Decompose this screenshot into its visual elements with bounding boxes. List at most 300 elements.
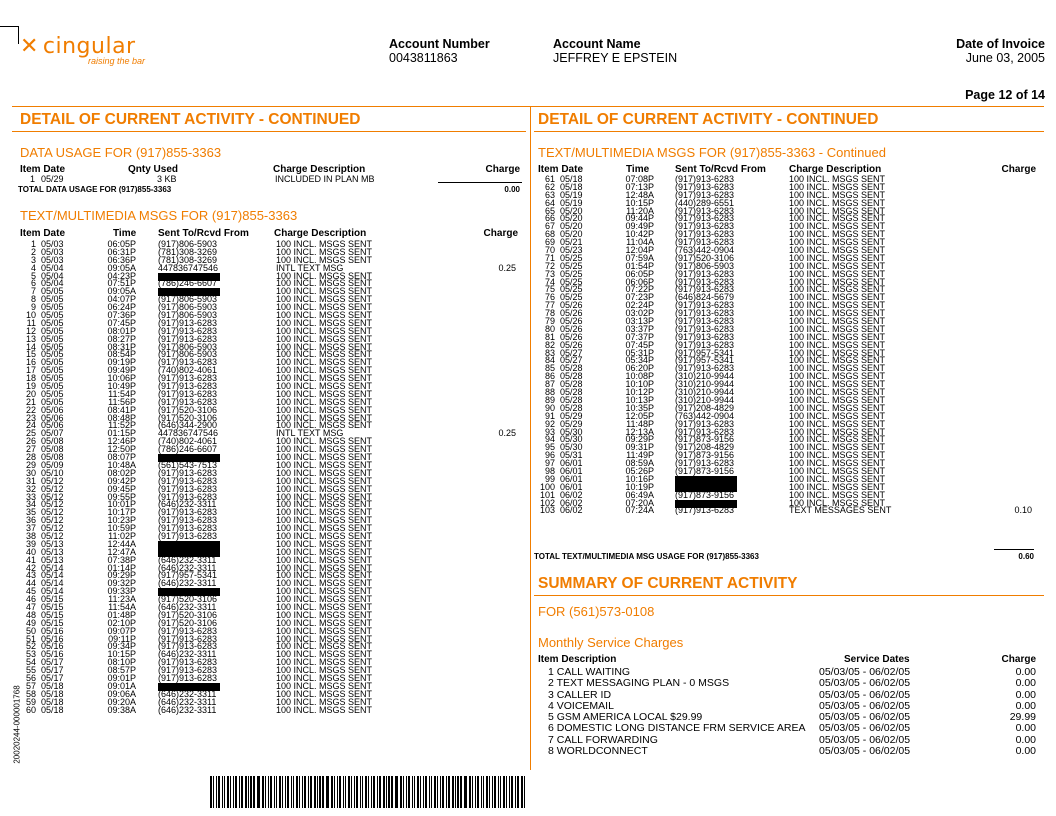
service-dates: 05/03/05 - 06/02/05 <box>819 666 911 678</box>
table-row <box>20 483 518 494</box>
cell-description: 100 INCL. MSGS SENT <box>789 316 886 327</box>
account-number-label: Account Number <box>389 37 490 51</box>
cell-date: 05/19 <box>560 189 583 200</box>
cell-description: 100 INCL. MSGS SENT <box>276 341 373 352</box>
service-charge: 0.00 <box>1015 722 1036 735</box>
cell-sent-to: (917)873-9156 <box>675 450 735 461</box>
cell-item: 13 <box>25 333 36 344</box>
cell-sent-to: (917)913-6283 <box>675 205 735 216</box>
col-charge: Charge <box>485 164 520 175</box>
barcode-bar <box>265 776 266 808</box>
cell-date: 05/05 <box>41 357 64 368</box>
barcode-bar <box>276 776 277 808</box>
cell-date: 05/20 <box>560 221 583 232</box>
cell-time: 10:08P <box>625 371 654 382</box>
cell-time: 10:06P <box>107 373 136 384</box>
cell-time: 07:45P <box>625 339 654 350</box>
cell-item: 70 <box>544 245 555 256</box>
barcode-bar <box>227 776 229 808</box>
barcode-bar <box>304 776 306 808</box>
barcode-bar <box>437 776 438 808</box>
cell-item: 53 <box>25 649 36 660</box>
barcode-bar <box>210 776 212 808</box>
service-charge: 0.00 <box>1015 677 1036 690</box>
cell-item: 23 <box>25 412 36 423</box>
cell-description: 100 INCL. MSGS SENT <box>789 252 886 263</box>
table-row <box>538 381 1034 389</box>
barcode-bar <box>414 776 415 808</box>
barcode-bar <box>521 776 523 808</box>
cell-time: 05:26P <box>625 465 654 476</box>
cell-description: 100 INCL. MSGS SENT <box>276 452 373 463</box>
service-dates: 05/03/05 - 06/02/05 <box>819 722 911 735</box>
cell-time: 07:38P <box>107 554 136 565</box>
cell-item: 2 <box>30 246 36 257</box>
table-row <box>20 588 518 596</box>
table-row <box>20 554 518 565</box>
col-desc: Charge Description <box>274 228 367 239</box>
barcode-bar <box>489 776 490 808</box>
cell-item: 11 <box>26 317 36 328</box>
cell-item: 20 <box>25 388 36 399</box>
col-charge: Charge <box>1001 164 1036 175</box>
cell-item: 14 <box>25 341 36 352</box>
service-dates: 05/03/05 - 06/02/05 <box>819 733 911 746</box>
cell-description: 100 INCL. MSGS SENT <box>276 436 373 447</box>
table-row <box>538 357 1034 365</box>
table-row <box>20 270 518 281</box>
barcode-bar <box>345 776 346 808</box>
cell-sent-to: (917)913-6283 <box>675 284 735 295</box>
barcode-bar <box>511 776 513 808</box>
cell-date: 05/28 <box>560 371 583 382</box>
cell-description: 100 INCL. MSGS SENT <box>276 381 373 392</box>
cell-time: 07:23P <box>625 292 654 303</box>
cell-date: 05/12 <box>41 507 64 518</box>
cell-date: 05/16 <box>41 633 64 644</box>
cell-sent-to: (917)520-3106 <box>158 412 218 423</box>
cell-sent-to: (917)913-6283 <box>158 672 218 683</box>
cell-time: 06:06P <box>625 276 654 287</box>
cell-description: 100 INCL. MSGS SENT <box>276 246 373 257</box>
cell-time: 10:59P <box>107 523 136 534</box>
cell-time: 11:04A <box>626 237 654 248</box>
cell-time: 10:42P <box>625 229 654 240</box>
cell-date: 05/28 <box>560 379 583 390</box>
barcode-bar <box>408 776 410 808</box>
cell-item: 65 <box>544 205 555 216</box>
cell-sent-to: (917)913-6283 <box>158 657 218 668</box>
table-row <box>20 625 518 636</box>
cell-description: 100 INCL. MSGS SENT <box>276 530 373 541</box>
cell-description: 100 INCL. MSGS SENT <box>276 609 373 620</box>
cell-time: 03:37P <box>625 323 654 334</box>
cell-sent-to: (646)232-3311 <box>158 601 217 612</box>
cell-date: 05/26 <box>560 316 583 327</box>
cell-description: 100 INCL. MSGS SENT <box>276 704 373 715</box>
cell-time: 01:15P <box>107 428 136 439</box>
cell-time: 07:51P <box>107 278 136 289</box>
cell-item: 97 <box>544 458 555 469</box>
barcode-bar <box>388 776 389 808</box>
service-dates: 05/03/05 - 06/02/05 <box>819 745 911 758</box>
cell-time: 11:54A <box>108 601 136 612</box>
cell-date: 05/18 <box>41 680 64 691</box>
cell-item: 39 <box>25 538 36 549</box>
cell-time: 10:12P <box>625 387 654 398</box>
barcode-bar <box>339 776 341 808</box>
cell-sent-to: (917)913-6283 <box>158 333 218 344</box>
cell-sent-to: (310)210-9944 <box>675 394 735 405</box>
table-row <box>20 296 518 304</box>
cell-description: 100 INCL. MSGS SENT <box>789 402 886 413</box>
cell-description: 100 INCL. MSGS SENT <box>789 426 886 437</box>
cell-time: 12:04P <box>625 245 654 256</box>
cell-description: 100 INCL. MSGS SENT <box>789 481 886 492</box>
cell-date: 05/25 <box>560 276 583 287</box>
cell-time: 09:33P <box>107 586 136 597</box>
table-row <box>20 572 518 580</box>
cell-time: 11:54P <box>108 388 136 399</box>
cell-description: 100 INCL. MSGS SENT <box>276 499 373 510</box>
summary-title: SUMMARY OF CURRENT ACTIVITY <box>538 575 798 592</box>
cell-date: 05/05 <box>41 333 64 344</box>
cell-description: 100 INCL. MSGS SENT <box>276 365 373 376</box>
cell-sent-to: (917)913-6283 <box>675 331 735 342</box>
cell-sent-to: (917)913-6283 <box>158 475 218 486</box>
data-usage-header <box>20 164 520 176</box>
cell-date: 05/05 <box>41 325 64 336</box>
cell-sent-to: (917)957-5341 <box>675 355 735 366</box>
cell-description: 100 INCL. MSGS SENT <box>789 379 886 390</box>
cell-item: 60 <box>25 704 36 715</box>
cell-time: 06:24P <box>107 302 136 313</box>
cell-item: 19 <box>25 381 36 392</box>
cell-time: 02:24P <box>625 300 654 311</box>
cell-date: 06/02 <box>560 489 583 500</box>
cell-description: 100 INCL. MSGS SENT <box>276 310 373 321</box>
table-row <box>20 288 518 296</box>
cell-item: 63 <box>544 189 555 200</box>
cell-date: 05/03 <box>41 254 64 265</box>
cell-date: 06/01 <box>560 481 583 492</box>
cell-sent-to: (740)802-4061 <box>158 436 218 447</box>
cell-time: 08:31P <box>107 341 136 352</box>
barcode-bar <box>250 776 251 808</box>
text-msgs-cont-header <box>538 164 1036 176</box>
cell-sent-to: (917)913-6283 <box>675 458 735 469</box>
cell-date: 05/25 <box>560 260 583 271</box>
table-row <box>20 609 518 620</box>
cell-description: 100 INCL. MSGS SENT <box>276 349 373 360</box>
service-charge: 0.00 <box>1015 745 1036 758</box>
table-row <box>538 497 1034 508</box>
cell-description: 100 INCL. MSGS SENT <box>276 507 373 518</box>
cell-time: 10:16P <box>625 473 654 484</box>
cell-item: 16 <box>25 357 36 368</box>
barcode-bar <box>469 776 471 808</box>
cell-time: 03:02P <box>625 308 654 319</box>
cell-date: 05/28 <box>560 387 583 398</box>
barcode-bar <box>354 776 355 808</box>
cell-description: 100 INCL. MSGS SENT <box>789 300 886 311</box>
cell-item: 1 <box>30 239 36 249</box>
cell-date: 05/12 <box>41 499 64 510</box>
table-row <box>20 262 518 273</box>
table-row <box>20 404 518 415</box>
col-item-date: Item Date <box>538 164 584 175</box>
cell-description: 100 INCL. MSGS SENT <box>276 286 373 297</box>
barcode-bar <box>373 776 375 808</box>
col-item-date: Item Date <box>20 228 66 239</box>
text-msgs-title: TEXT/MULTIMEDIA MSGS FOR (917)855-3363 <box>20 208 298 223</box>
cell-description: 100 INCL. MSGS SENT <box>789 292 886 303</box>
cell-time: 05:31P <box>625 347 654 358</box>
barcode-bar <box>465 776 466 808</box>
cell-description: 100 INCL. MSGS SENT <box>276 515 373 526</box>
service-charge: 0.00 <box>1015 666 1036 678</box>
cell-sent-to: (646)232-3311 <box>158 696 217 707</box>
cell-sent-to: (646)344-2900 <box>158 420 218 431</box>
table-row <box>538 444 1034 452</box>
table-row <box>538 239 1034 247</box>
table-row <box>20 680 518 691</box>
cell-sent-to: (917)873-9156 <box>675 489 735 500</box>
barcode-bar <box>362 776 363 808</box>
cell-item: 92 <box>544 418 555 429</box>
barcode-bar <box>285 776 286 808</box>
cell-description: INTL TEXT MSG <box>276 262 344 273</box>
invoice-date-value: June 03, 2005 <box>965 51 1045 65</box>
cell-item: 8 <box>30 294 36 305</box>
barcode-bar <box>452 776 454 808</box>
cell-sent-to: (917)913-6283 <box>675 316 735 327</box>
cell-time: 11:20A <box>626 205 654 216</box>
barcode-bar <box>368 776 369 808</box>
barcode-bar <box>299 776 300 808</box>
cell-description: 100 INCL. MSGS SENT <box>276 625 373 636</box>
cell-sent-to: (917)806-5903 <box>158 349 218 360</box>
cell-item: 103 <box>539 505 555 516</box>
cell-sent-to: 447836747546 <box>158 262 219 273</box>
barcode-bar <box>348 776 350 808</box>
cell-description: 100 INCL. MSGS SENT <box>276 475 373 486</box>
barcode-bar <box>327 776 328 808</box>
cell-item: 99 <box>544 473 555 484</box>
cell-description: 100 INCL. MSGS SENT <box>789 245 886 256</box>
cell-sent-to: (310)210-9944 <box>675 387 735 398</box>
cell-time: 07:13P <box>625 181 654 192</box>
cell-description: 100 INCL. MSGS SENT <box>276 570 373 581</box>
cell-description: 100 INCL. MSGS SENT <box>276 672 373 683</box>
table-row <box>20 333 518 344</box>
table-row <box>20 438 518 446</box>
cell-item: 100 <box>539 481 555 492</box>
cell-item: 30 <box>25 467 36 478</box>
table-row <box>20 304 518 312</box>
cell-date: 05/16 <box>41 625 64 636</box>
cell-date: 05/14 <box>41 578 64 589</box>
cell-description: 100 INCL. MSGS SENT <box>276 696 373 707</box>
cell-sent-to: (917)913-6283 <box>675 237 735 248</box>
cell-time: 09:38A <box>107 704 136 715</box>
cell-time: 09:32P <box>107 578 136 589</box>
table-row <box>538 460 1034 468</box>
barcode-bar <box>391 776 393 808</box>
cell-time: 02:10P <box>107 617 136 628</box>
table-row <box>538 286 1034 294</box>
barcode-bar <box>274 776 275 808</box>
table-row <box>538 389 1034 397</box>
barcode-bar <box>314 776 316 808</box>
cell-item: 50 <box>25 625 36 636</box>
service-charge: 0.00 <box>1015 733 1036 746</box>
table-row <box>20 254 518 265</box>
barcode-bar <box>448 776 449 808</box>
left-title-rule <box>12 131 526 132</box>
cell-description: 100 INCL. MSGS SENT <box>276 325 373 336</box>
cell-sent-to: (917)520-3106 <box>158 617 218 628</box>
cell-item: 44 <box>25 578 36 589</box>
cell-date: 06/02 <box>560 497 583 508</box>
col-item-desc: Item Description <box>538 654 617 665</box>
cell-date: 05/25 <box>560 292 583 303</box>
table-row <box>20 491 518 502</box>
barcode-bar <box>241 776 242 808</box>
barcode-bar <box>464 776 465 808</box>
cell-description: 100 INCL. MSGS SENT <box>276 586 373 597</box>
cell-date: 05/05 <box>41 373 64 384</box>
table-row <box>538 260 1034 271</box>
cell-item: 24 <box>25 420 36 431</box>
cell-sent-to: (917)913-6283 <box>158 530 218 541</box>
cell-time: 07:36P <box>107 310 136 321</box>
cell-time: 08:27P <box>107 333 136 344</box>
barcode-bar <box>253 776 255 808</box>
cell-date: 05/26 <box>560 339 583 350</box>
table-row <box>538 268 1034 279</box>
cell-description: 100 INCL. MSGS SENT <box>276 333 373 344</box>
cell-description: 100 INCL. MSGS SENT <box>789 347 886 358</box>
cell-time: 09:29P <box>107 570 136 581</box>
summary-for-line: FOR (561)573-0108 <box>538 604 655 619</box>
table-row <box>538 410 1034 421</box>
barcode-bar <box>425 776 427 808</box>
subtotal-rule <box>994 549 1034 550</box>
cell-date: 05/05 <box>41 381 64 392</box>
cell-date: 05/17 <box>41 657 64 668</box>
cell-sent-to: (917)520-3106 <box>158 404 218 415</box>
cell-time: 06:05P <box>625 268 654 279</box>
cell-description: 100 INCL. MSGS SENT <box>276 554 373 565</box>
cell-date: 05/26 <box>560 331 583 342</box>
table-row <box>20 367 518 375</box>
cell-description: 100 INCL. MSGS SENT <box>276 680 373 691</box>
table-row <box>538 276 1034 287</box>
barcode-bar <box>371 776 372 808</box>
cell-sent-to: (781)308-3269 <box>158 246 218 257</box>
cell-time: 09:29P <box>625 434 654 445</box>
cell-sent-to: (740)802-4061 <box>158 365 218 376</box>
corner-mark <box>0 26 18 27</box>
cell-time: 10:10P <box>625 379 654 390</box>
subtotal-rule <box>438 182 522 183</box>
cell-date: 05/15 <box>41 617 64 628</box>
cell-date: 05/06 <box>41 404 64 415</box>
cell-date: 05/18 <box>560 181 583 192</box>
cell-sent-to: (917)913-6283 <box>158 625 218 636</box>
table-row <box>20 546 518 557</box>
table-row <box>538 373 1034 381</box>
barcode-bar <box>503 776 505 808</box>
table-row <box>538 294 1034 302</box>
barcode-bar <box>486 776 488 808</box>
cell-sent-to: (917)208-4829 <box>675 402 735 413</box>
cell-time: 09:01P <box>107 672 136 683</box>
cell-sent-to: (917)957-5341 <box>158 570 218 581</box>
barcode-bar <box>412 776 413 808</box>
cell-time: 12:47A <box>107 546 136 557</box>
cell-date: 05/18 <box>560 174 583 184</box>
cell-time: 10:49P <box>107 381 136 392</box>
service-charge: 29.99 <box>1009 711 1036 724</box>
cell-description: 100 INCL. MSGS SENT <box>789 268 886 279</box>
cell-time: 08:07P <box>107 452 136 463</box>
table-row <box>20 375 518 383</box>
cell-item: 64 <box>544 197 555 208</box>
cell-date: 05/08 <box>41 444 64 455</box>
cell-time: 06:20P <box>625 363 654 374</box>
cell-date: 05/29 <box>560 418 583 429</box>
barcode-bar <box>258 776 259 808</box>
barcode-bar <box>257 776 258 808</box>
barcode-bar <box>460 776 462 808</box>
cell-sent-to: (310)210-9944 <box>675 379 735 390</box>
monthly-header <box>538 654 1036 666</box>
text-msgs-table <box>20 241 518 714</box>
cell-description: 100 INCL. MSGS SENT <box>789 418 886 429</box>
col-item-date: Item Date <box>20 164 66 175</box>
left-section-title: DETAIL OF CURRENT ACTIVITY - CONTINUED <box>20 111 361 128</box>
service-description: 5 GSM AMERICA LOCAL $29.99 <box>548 711 703 724</box>
cell-item: 75 <box>544 284 555 295</box>
cell-description: 100 INCL. MSGS SENT <box>276 491 373 502</box>
right-section-title: DETAIL OF CURRENT ACTIVITY - CONTINUED <box>538 111 879 128</box>
cell-sent-to: (917)208-4829 <box>675 442 735 453</box>
cell-sent-to: (917)913-6283 <box>675 418 735 429</box>
table-row <box>538 426 1034 437</box>
barcode-bar <box>483 776 484 808</box>
cell-date: 05/17 <box>41 672 64 683</box>
barcode-bar <box>337 776 338 808</box>
cell-description: 100 INCL. MSGS SENT <box>789 458 886 469</box>
barcode-bar <box>429 776 430 808</box>
barcode-bar <box>386 776 387 808</box>
cell-time: 09:34P <box>107 641 136 652</box>
col-time: Time <box>113 228 137 239</box>
col-time: Time <box>626 164 650 175</box>
cell-item: 82 <box>544 339 555 350</box>
col-charge: Charge <box>1001 654 1036 665</box>
account-number-block <box>389 37 490 65</box>
cell-description: 100 INCL. MSGS SENT <box>789 189 886 200</box>
barcode-bar <box>434 776 436 808</box>
cell-date: 05/27 <box>560 355 583 366</box>
barcode-bar <box>268 776 269 808</box>
page-number: Page 12 of 14 <box>965 88 1045 102</box>
cell-item: 9 <box>30 302 36 313</box>
text-msgs-cont-title: TEXT/MULTIMEDIA MSGS FOR (917)855-3363 - Continued <box>538 145 886 160</box>
